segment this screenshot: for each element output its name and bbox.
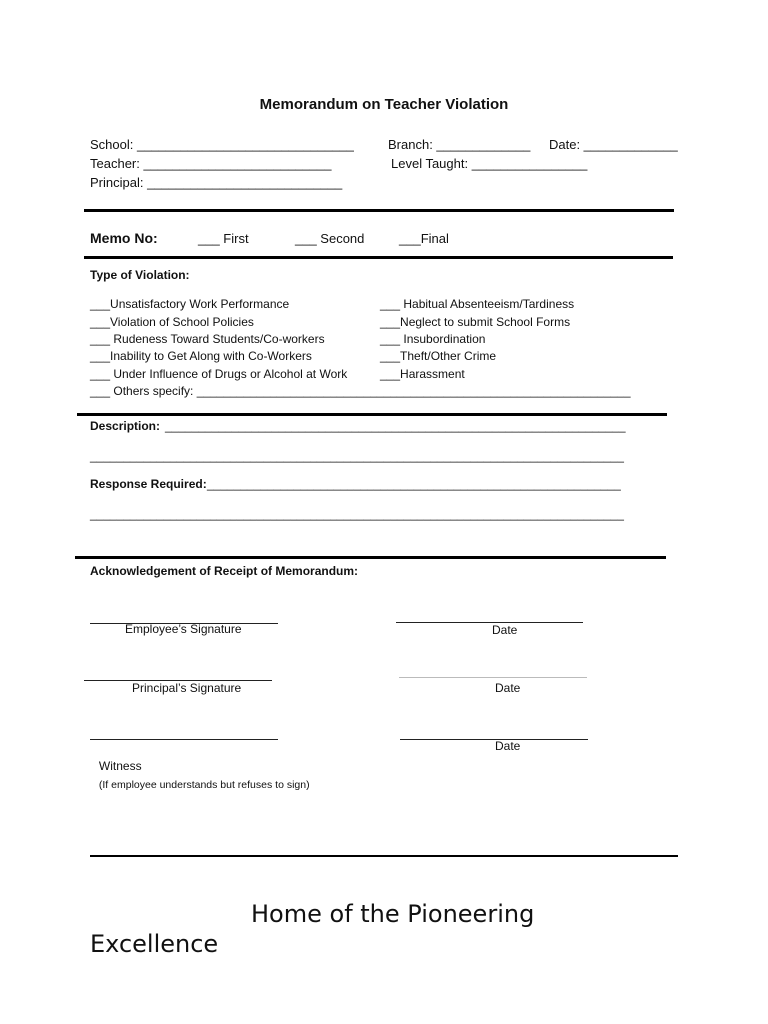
- footer-slogan-line1: Home of the Pioneering: [251, 900, 535, 928]
- violation-harassment[interactable]: ___Harassment: [380, 367, 465, 381]
- branch-field[interactable]: Branch: _____________: [388, 137, 531, 152]
- footer-slogan-line2: Excellence: [90, 930, 219, 958]
- acknowledgement-heading: Acknowledgement of Receipt of Memorandum:: [90, 564, 359, 578]
- principal-date-label: Date: [495, 681, 521, 695]
- level-taught-field[interactable]: Level Taught: ________________: [391, 156, 588, 171]
- witness-title: Witness: [98, 759, 142, 773]
- date-field[interactable]: Date: _____________: [549, 137, 678, 152]
- witness-label: [90, 739, 310, 793]
- response-label: Response Required:: [90, 477, 207, 491]
- school-field[interactable]: School: ______________________________: [90, 137, 354, 152]
- memo-option-first[interactable]: ___ First: [198, 231, 249, 246]
- violation-unsatisfactory-performance[interactable]: ___Unsatisfactory Work Performance: [90, 297, 290, 311]
- violation-rudeness[interactable]: ___ Rudeness Toward Students/Co-workers: [90, 332, 325, 346]
- divider: [77, 413, 667, 416]
- violation-absenteeism[interactable]: ___ Habitual Absenteeism/Tardiness: [380, 297, 575, 311]
- violation-neglect-forms[interactable]: ___Neglect to submit School Forms: [380, 315, 571, 329]
- principal-signature-label: Principal’s Signature: [132, 681, 242, 695]
- page-title: Memorandum on Teacher Violation: [259, 96, 509, 113]
- principal-date-line[interactable]: [399, 677, 587, 678]
- witness-date-line[interactable]: [400, 739, 588, 740]
- violation-drugs-alcohol[interactable]: ___ Under Influence of Drugs or Alcohol at Work: [90, 367, 348, 381]
- footer-divider: [90, 855, 678, 857]
- description-line[interactable]: ________________________________________________________________________________: [90, 449, 624, 463]
- principal-field[interactable]: Principal: ___________________________: [90, 175, 343, 190]
- teacher-field[interactable]: Teacher: __________________________: [90, 156, 332, 171]
- memo-label: Memo No:: [90, 230, 158, 246]
- divider: [75, 556, 666, 559]
- divider: [84, 209, 674, 212]
- memo-option-second[interactable]: ___ Second: [295, 231, 365, 246]
- employee-signature-label: Employee’s Signature: [125, 622, 242, 636]
- description-label: Description:: [90, 419, 161, 433]
- violation-others-specify[interactable]: ___ Others specify: _________________________________________________________________: [90, 384, 631, 398]
- memo-option-final[interactable]: ___Final: [399, 231, 449, 246]
- witness-note: (If employee understands but refuses to sign): [98, 779, 310, 791]
- witness-date-label: Date: [495, 739, 521, 753]
- description-line[interactable]: _____________________________________________________________________: [165, 419, 626, 433]
- violation-inability-get-along[interactable]: ___Inability to Get Along with Co-Workers: [90, 349, 312, 363]
- violation-theft-crime[interactable]: ___Theft/Other Crime: [380, 349, 497, 363]
- response-line[interactable]: ________________________________________________________________________________: [90, 507, 624, 521]
- employee-date-line[interactable]: [396, 622, 583, 623]
- violation-school-policies[interactable]: ___Violation of School Policies: [90, 315, 254, 329]
- response-line[interactable]: ______________________________________________________________: [207, 477, 621, 491]
- employee-date-label: Date: [492, 623, 518, 637]
- violation-heading: Type of Violation:: [90, 268, 190, 282]
- violation-insubordination[interactable]: ___ Insubordination: [380, 332, 486, 346]
- divider: [84, 256, 673, 259]
